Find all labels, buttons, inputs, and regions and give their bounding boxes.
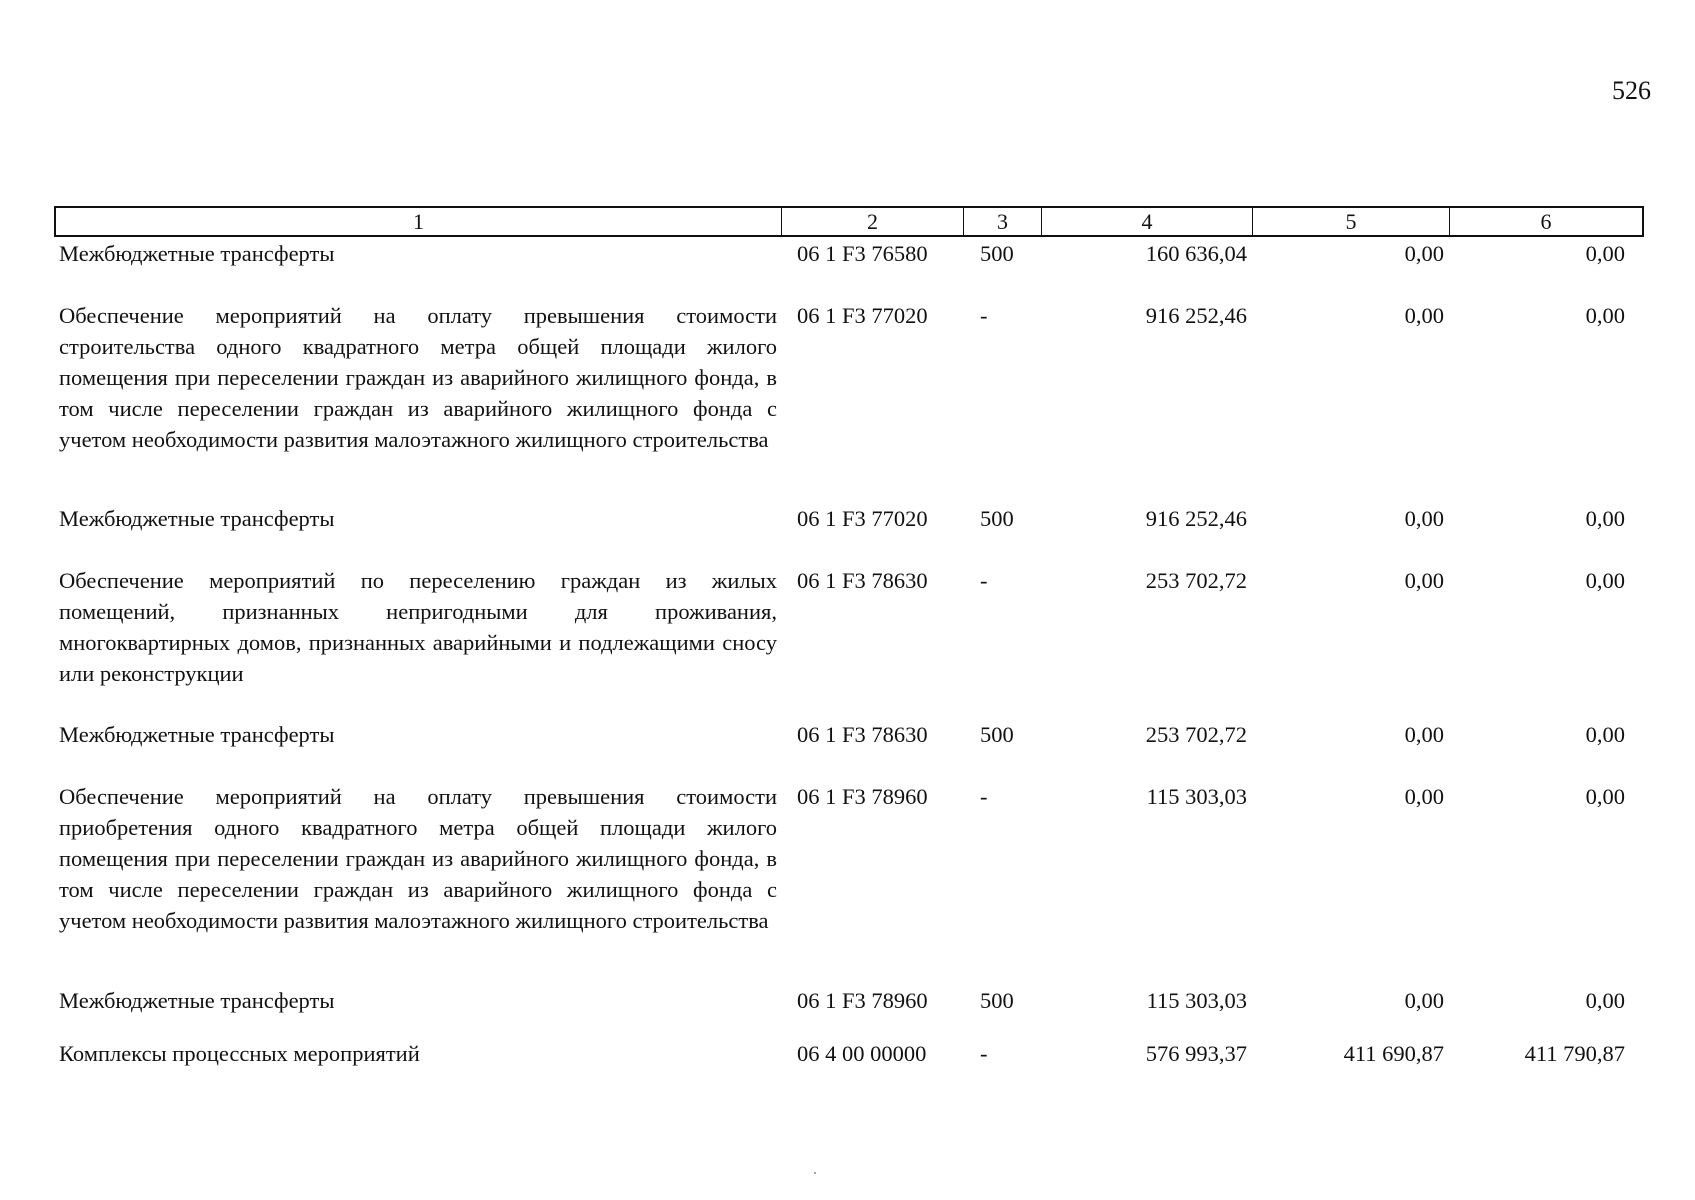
row-value-6: 0,00 (1585, 303, 1625, 328)
table-header (54, 206, 1644, 237)
row-value-5: 411 690,87 (1343, 1041, 1444, 1066)
row-value-5: 0,00 (1404, 722, 1444, 747)
row-value-4: 115 303,03 (1146, 784, 1247, 809)
row-value-4: 253 702,72 (1145, 568, 1247, 593)
row-value-4: 576 993,37 (1145, 1041, 1247, 1066)
row-value-4: 253 702,72 (1145, 722, 1247, 747)
row-value-4: 160 636,04 (1145, 241, 1247, 266)
scan-speck (814, 1172, 816, 1174)
row-expense-type: - (980, 784, 988, 809)
row-code: 06 1 F3 77020 (797, 506, 928, 531)
row-code: 06 1 F3 78630 (797, 722, 928, 747)
row-name: Обеспечение мероприятий по переселению граждан из жилых помещений, признанных непригодными для проживания, многоквартирных домов, признанных аварийными и подлежащими сносу или реконструкции (59, 568, 777, 686)
row-value-6: 0,00 (1585, 241, 1625, 266)
page-number: 526 (1612, 76, 1651, 105)
row-value-6: 0,00 (1585, 568, 1625, 593)
row-expense-type: 500 (980, 988, 1014, 1013)
row-value-5: 0,00 (1404, 568, 1444, 593)
row-value-6: 0,00 (1585, 784, 1625, 809)
row-expense-type: - (980, 303, 988, 328)
row-code: 06 1 F3 76580 (797, 241, 928, 266)
row-value-5: 0,00 (1404, 241, 1444, 266)
row-name: Межбюджетные трансферты (59, 722, 335, 747)
row-value-6: 0,00 (1585, 722, 1625, 747)
row-expense-type: - (980, 1041, 988, 1066)
row-name: Межбюджетные трансферты (59, 988, 335, 1013)
row-code: 06 1 F3 77020 (797, 303, 928, 328)
row-name: Комплексы процессных мероприятий (59, 1041, 420, 1066)
row-expense-type: 500 (980, 241, 1014, 266)
row-name: Обеспечение мероприятий на оплату превышения стоимости приобретения одного квадратного метра общей площади жилого помещения при переселении граждан из аварийного жилищного фонда, в том числе переселении граждан из аварийного жилищного фонда с учетом необходимости развития малоэтажного жилищного строительства (59, 784, 777, 933)
header-cell-5: 5 (1252, 208, 1449, 235)
row-value-6: 0,00 (1585, 506, 1625, 531)
header-cell-6: 6 (1449, 208, 1642, 235)
row-value-5: 0,00 (1404, 303, 1444, 328)
row-expense-type: - (980, 568, 988, 593)
row-code: 06 1 F3 78960 (797, 784, 928, 809)
row-value-6: 411 790,87 (1524, 1041, 1625, 1066)
header-cell-1: 1 (413, 209, 424, 234)
row-name: Межбюджетные трансферты (59, 241, 335, 266)
row-value-4: 115 303,03 (1146, 988, 1247, 1013)
row-value-4: 916 252,46 (1145, 506, 1247, 531)
row-code: 06 1 F3 78630 (797, 568, 928, 593)
header-cell-2: 2 (781, 208, 963, 235)
row-value-5: 0,00 (1404, 784, 1444, 809)
row-code: 06 1 F3 78960 (797, 988, 928, 1013)
row-expense-type: 500 (980, 506, 1014, 531)
row-value-6: 0,00 (1585, 988, 1625, 1013)
header-cell-4: 4 (1041, 208, 1252, 235)
row-value-5: 0,00 (1404, 988, 1444, 1013)
row-value-4: 916 252,46 (1145, 303, 1247, 328)
row-name: Межбюджетные трансферты (59, 506, 335, 531)
row-value-5: 0,00 (1404, 506, 1444, 531)
row-expense-type: 500 (980, 722, 1014, 747)
row-name: Обеспечение мероприятий на оплату превышения стоимости строительства одного квадратного метра общей площади жилого помещения при переселении граждан из аварийного жилищного фонда, в том числе переселении граждан из аварийного жилищного фонда с учетом необходимости развития малоэтажного жилищного строительства (59, 303, 777, 452)
header-cell-3: 3 (963, 208, 1041, 235)
row-code: 06 4 00 00000 (797, 1041, 927, 1066)
